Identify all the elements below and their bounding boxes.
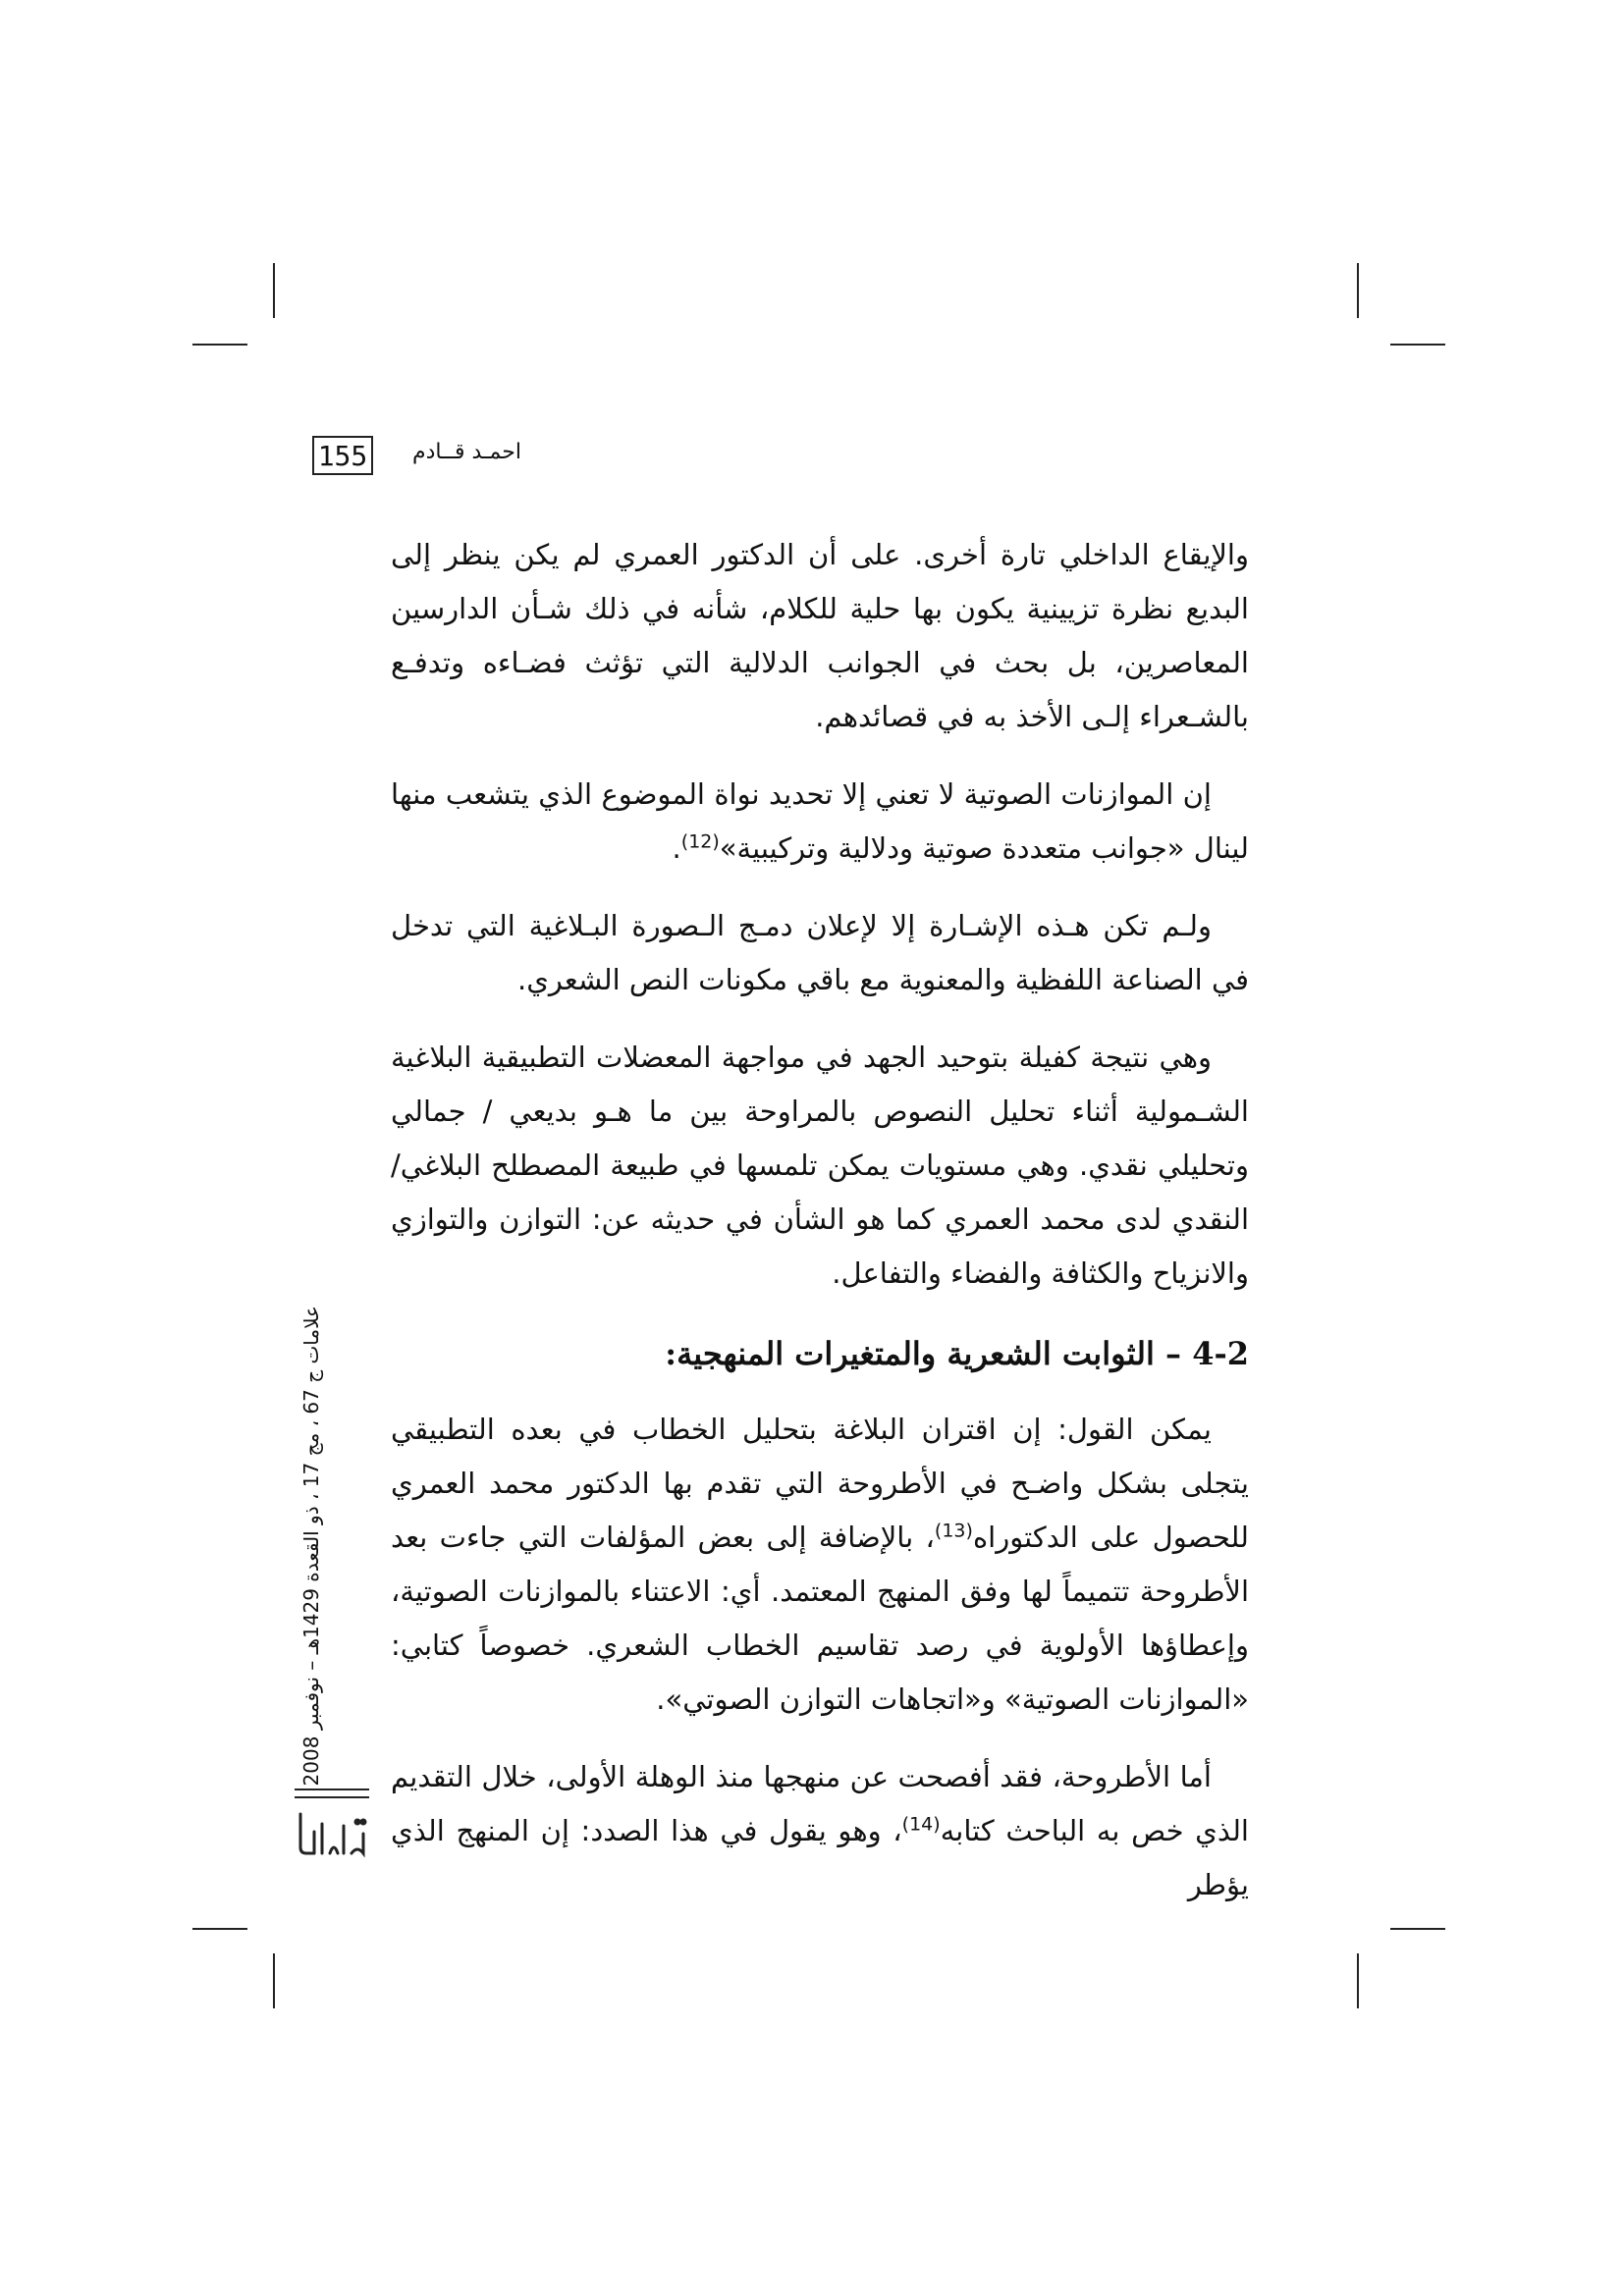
paragraph: والإيقاع الداخلي تارة أخرى. على أن الدكتور العمري لم يكن ينظر إلى البديع نظرة تزيينية يكون بها حلية للكلام، شأنه في ذلك شـأن الدارسين المعاصرين، بل بحث في الجوانب الدلالية التي تؤثث فضـاءه وتدفـع بالشـعراء إلـى الأخذ به في قصائدهم.	[391, 538, 1249, 733]
footnote-ref: (12)	[680, 830, 720, 853]
paragraph-text: ، وهو يقول في هذا الصدد: إن المنهج الذي يؤطر	[391, 1814, 1249, 1901]
journal-info-sidebar	[295, 1306, 334, 1787]
footnote-ref: (13)	[934, 1520, 973, 1542]
alamat-logo-icon	[295, 1806, 369, 1861]
paragraph: ولـم تكن هـذه الإشـارة إلا لإعلان دمـج الـصورة البـلاغية التي تدخل في الصناعة اللفظية والمعنوية مع باقي مكونات النص الشعري.	[391, 909, 1249, 996]
running-head-author: احمـد قــادم	[412, 440, 521, 464]
paragraph-end: .	[672, 831, 681, 865]
crop-mark-bottom-right-vertical	[1357, 1953, 1359, 2008]
paragraph-text: إن الموازنات الصوتية لا تعني إلا تحديد نواة الموضوع الذي يتشعب منها لينال «جوانب متعددة صوتية ودلالية وتركيبية»	[391, 777, 1249, 865]
footnote-ref: (14)	[901, 1813, 941, 1836]
crop-mark-bottom-left-horizontal	[192, 1928, 247, 1930]
crop-mark-top-right-horizontal	[1390, 344, 1445, 346]
journal-info-text: علامات ج 67 ، مج 17 ، ذو القعدة 1429هـ – نوفمبر 2008	[299, 1306, 323, 1787]
paragraph	[391, 768, 1249, 876]
paragraph-text: أما الأطروحة، فقد أفصحت عن منهجها منذ الوهلة الأولى، خلال التقديم الذي خص به الباحث كتابه	[391, 1760, 1249, 1847]
paragraph	[391, 1403, 1249, 1727]
crop-mark-top-right-vertical	[1357, 263, 1359, 318]
paragraph-text: يمكن القول: إن اقتران البلاغة بتحليل الخطاب في بعده التطبيقي يتجلى بشكل واضـح في الأطروحة التي تقدم بها الدكتور محمد العمري للحصول على الدكتوراه	[391, 1413, 1249, 1554]
paragraph	[391, 1750, 1249, 1912]
crop-mark-bottom-left-vertical	[273, 1953, 275, 2008]
sidebar-double-rule	[295, 1789, 369, 1798]
paragraph: وهي نتيجة كفيلة بتوحيد الجهد في مواجهة المعضلات التطبيقية البلاغية الشـمولية أثناء تحليل النصوص بالمراوحة بين ما هـو بديعي / جمالي وتحليلي نقدي. وهي مستويات يمكن تلمسها في طبيعة المصطلح البلاغي/ النقدي لدى محمد العمري كما هو الشأن في حديثه عن: التوازن والتوازي والانزياح والكثافة والفضاء والتفاعل.	[391, 1041, 1249, 1290]
crop-mark-bottom-right-horizontal	[1390, 1928, 1445, 1930]
section-heading: 4-2 – الثوابت الشعرية والمتغيرات المنهجية:	[665, 1335, 1249, 1372]
article-body	[391, 528, 1249, 1936]
paragraph-text: ، بالإضافة إلى بعض المؤلفات التي جاءت بعد الأطروحة تتميماً لها وفق المنهج المعتمد. أي: الاعتناء بالموازنات الصوتية، وإعطاؤها الأولوية في رصد تقاسيم الخطاب الشعري. خصوصاً كتابي: «الموازنات الصوتية» و«اتجاهات التوازن الصوتي».	[391, 1521, 1249, 1716]
crop-mark-top-left-vertical	[273, 263, 275, 318]
page-number: 155	[312, 436, 373, 475]
crop-mark-top-left-horizontal	[192, 344, 247, 346]
